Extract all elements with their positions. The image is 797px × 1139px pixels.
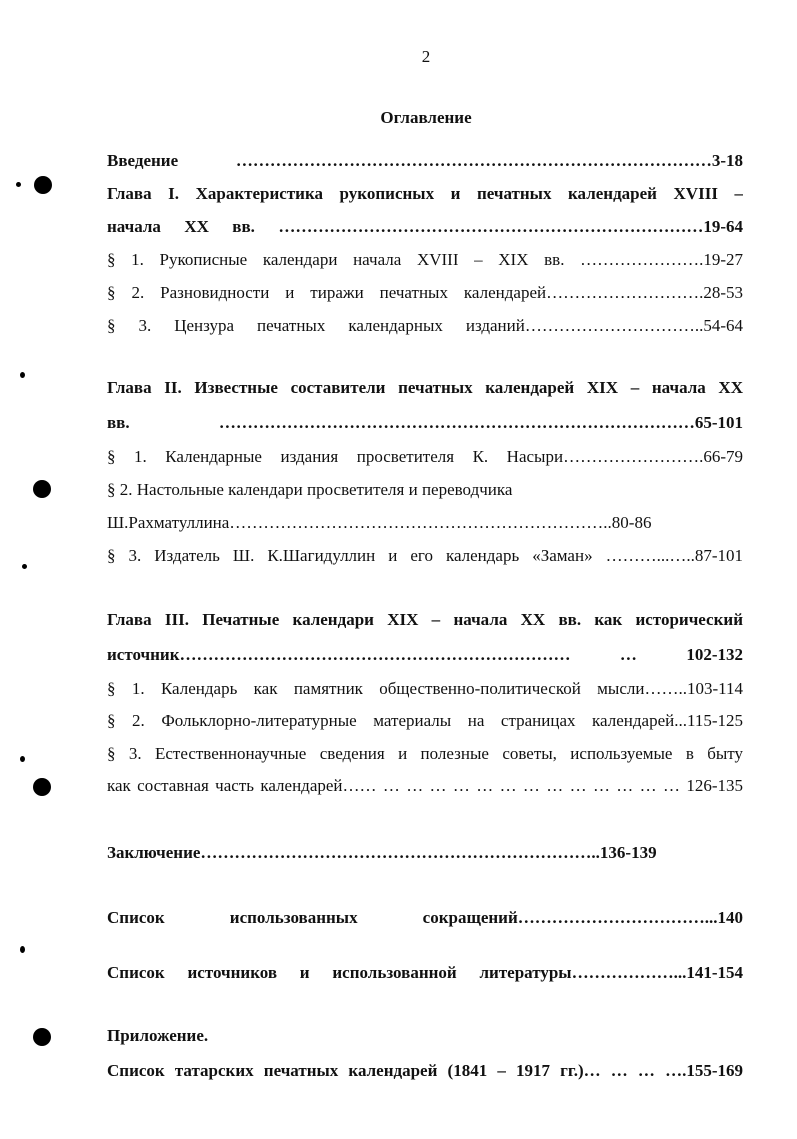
toc-chapter-3-title-cont: источник…………………………………………………………… … 102-132 [107, 645, 743, 664]
toc-chapter-3-section-3-cont: как составная часть календарей…… … … … … … … … … … … … … … 126-135 [107, 776, 743, 795]
toc-title: Оглавление [380, 108, 472, 127]
toc-chapter-3-section-1: § 1. Календарь как памятник общественно-политической мысли……..103-114 [107, 679, 743, 698]
toc-sources: Список источников и использованной литературы………………...141-154 [107, 963, 743, 982]
toc-abbreviations: Список использованных сокращений……………………………...140 [107, 908, 743, 927]
toc-chapter-1-title-cont: начала XX вв. …………………………………………………………………19-64 [107, 217, 743, 236]
toc-chapter-2-section-1: § 1. Календарные издания просветителя К. Насыри…………………….66-79 [107, 447, 743, 466]
binder-dot [20, 946, 25, 953]
page-number: 2 [421, 47, 431, 66]
toc-chapter-1-section-1: § 1. Рукописные календари начала XVIII – XIX вв. ………………….19-27 [107, 250, 743, 269]
binder-dot [34, 176, 52, 194]
toc-chapter-3-title: Глава III. Печатные календари XIX – начала XX вв. как исторический [107, 610, 743, 629]
toc-chapter-2-section-2-cont: Ш.Рахматуллина…………………………………………………………..80-86 [107, 513, 652, 532]
toc-chapter-1-title: Глава I. Характеристика рукописных и печатных календарей XVIII – [107, 184, 743, 203]
binder-dot [33, 1028, 51, 1046]
toc-chapter-3-section-3: § 3. Естественнонаучные сведения и полезные советы, используемые в быту [107, 744, 743, 763]
binder-dot [22, 564, 27, 569]
toc-chapter-2-title: Глава II. Известные составители печатных календарей XIX – начала XX [107, 378, 743, 397]
toc-conclusion: Заключение……………………………………………………………..136-139 [107, 843, 657, 862]
toc-chapter-2-section-3: § 3. Издатель Ш. К.Шагидуллин и его календарь «Заман» ………...…..87-101 [107, 546, 743, 565]
toc-appendix-list: Список татарских печатных календарей (1841 – 1917 гг.)… … … ….155-169 [107, 1061, 743, 1080]
binder-dot [33, 480, 51, 498]
toc-intro: Введение …………………………………………………………………………3-18 [107, 151, 743, 170]
toc-chapter-2-section-2: § 2. Настольные календари просветителя и переводчика [107, 480, 513, 499]
toc-chapter-2-title-cont: вв. …………………………………………………………………………65-101 [107, 413, 743, 432]
toc-chapter-3-section-2: § 2. Фольклорно-литературные материалы на страницах календарей...115-125 [107, 711, 743, 730]
binder-dot [20, 756, 25, 762]
binder-dot [33, 778, 51, 796]
binder-dot [20, 372, 25, 378]
toc-appendix: Приложение. [107, 1026, 209, 1045]
binder-dot [16, 182, 21, 187]
toc-chapter-1-section-2: § 2. Разновидности и тиражи печатных календарей……………………….28-53 [107, 283, 743, 302]
toc-chapter-1-section-3: § 3. Цензура печатных календарных изданий…………………………..54-64 [107, 316, 743, 335]
